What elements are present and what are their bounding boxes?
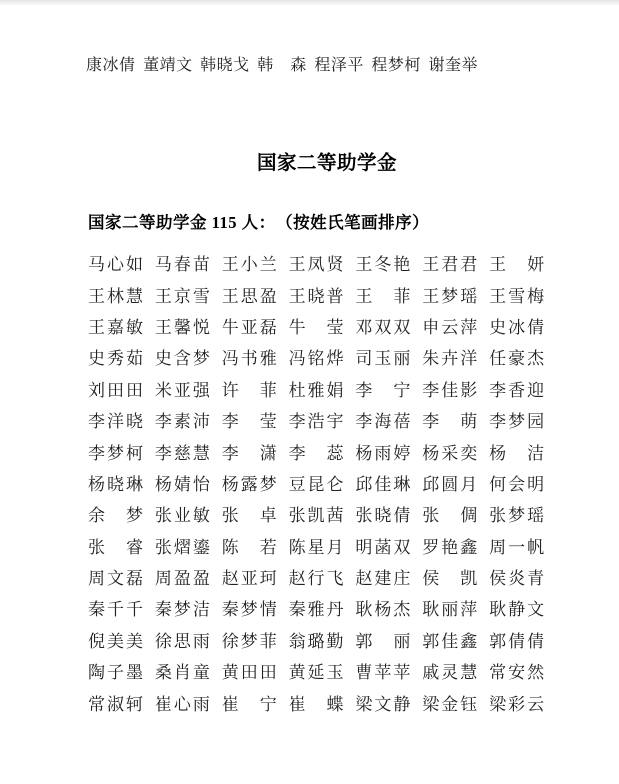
name-cell: 李梦柯 [88,443,145,463]
name-cell: 司玉丽 [355,349,413,369]
name-cell: 邱圆月 [422,474,480,494]
name-cell: 杨采奕 [422,443,480,463]
name-cell: 王凤贤 [288,255,346,275]
name-cell: 韩晓戈 [200,57,250,74]
name-cell: 桑肖童 [154,663,212,683]
name-row [88,686,556,717]
name-cell: 史秀茹 [88,349,145,369]
name-cell: 邱佳琳 [355,474,413,494]
name-cell: 耿杨杰 [355,600,413,620]
page-top-edge-shadow [0,0,619,6]
name-cell: 牛 莹 [288,317,346,337]
name-row [88,561,556,592]
name-cell: 冯铭烨 [288,349,346,369]
name-cell: 王 菲 [355,286,413,306]
name-cell: 崔 蝶 [288,694,346,714]
name-cell: 王晓普 [288,286,346,306]
name-cell: 明菡双 [355,537,413,557]
name-cell: 任豪杰 [489,349,547,369]
name-cell: 耿丽萍 [422,600,480,620]
name-cell: 崔 宁 [221,694,279,714]
name-cell: 余 梦 [88,506,145,526]
name-cell: 秦梦情 [221,600,279,620]
name-cell: 徐梦菲 [221,631,279,651]
name-cell: 陈星月 [288,537,346,557]
name-cell: 常淑轲 [88,694,145,714]
name-cell: 侯炎青 [489,569,547,589]
name-cell: 崔心雨 [154,694,212,714]
name-cell: 朱卉洋 [422,349,480,369]
name-cell: 张凯茜 [288,506,346,526]
name-cell: 张 卓 [221,506,279,526]
name-row [88,624,556,655]
name-row [88,404,556,435]
name-cell: 程泽平 [314,57,364,74]
name-cell: 豆昆仑 [288,474,346,494]
name-cell: 米亚强 [154,380,212,400]
name-cell: 王京雪 [154,286,212,306]
name-cell: 陈 若 [221,537,279,557]
name-cell: 李 蕊 [288,443,346,463]
name-cell: 李浩宇 [288,412,346,432]
name-row [88,530,556,561]
name-cell: 马春苗 [154,255,212,275]
name-cell: 程梦柯 [371,57,421,74]
name-cell: 王君君 [422,255,480,275]
name-cell: 杨 洁 [489,443,547,463]
name-cell: 曹苹苹 [355,663,413,683]
name-cell: 李慈慧 [154,443,212,463]
name-cell: 郭佳鑫 [422,631,480,651]
name-cell: 申云萍 [422,317,480,337]
names-grid [88,247,556,718]
name-cell: 郭 丽 [355,631,413,651]
name-cell: 韩 森 [257,57,307,74]
name-row [88,655,556,686]
name-cell: 王 妍 [489,255,547,275]
name-cell: 梁文静 [355,694,413,714]
name-cell: 李素沛 [154,412,212,432]
list-heading: 国家二等助学金 115 人： （按姓氏笔画排序） [88,213,430,232]
name-row [88,498,556,529]
name-cell: 黄田田 [221,663,279,683]
name-cell: 王冬艳 [355,255,413,275]
name-cell: 冯书雅 [221,349,279,369]
name-cell: 张 睿 [88,537,145,557]
name-cell: 秦雅丹 [288,600,346,620]
name-cell: 李 潇 [221,443,279,463]
name-cell: 赵建庄 [355,569,413,589]
name-cell: 刘田田 [88,380,145,400]
name-cell: 黄延玉 [288,663,346,683]
name-cell: 杨雨婷 [355,443,413,463]
name-cell: 王雪梅 [489,286,547,306]
name-cell: 侯 凯 [422,569,480,589]
name-cell: 赵亚珂 [221,569,279,589]
name-cell: 李香迎 [489,380,547,400]
name-cell: 张熠鎏 [154,537,212,557]
name-cell: 戚灵慧 [422,663,480,683]
name-cell: 郭倩倩 [489,631,547,651]
name-row [88,435,556,466]
name-cell: 李洋晓 [88,412,145,432]
name-cell: 何会明 [489,474,547,494]
name-cell: 李 萌 [422,412,480,432]
name-cell: 李 宁 [355,380,413,400]
name-cell: 秦梦洁 [154,600,212,620]
name-row [88,467,556,498]
name-cell: 杜雅娟 [288,380,346,400]
name-cell: 徐思雨 [154,631,212,651]
name-cell: 康冰倩 [86,57,136,74]
name-cell: 王梦瑶 [422,286,480,306]
name-cell: 李佳影 [422,380,480,400]
name-row [88,373,556,404]
name-cell: 张梦瑶 [489,506,547,526]
name-cell: 周一帆 [489,537,547,557]
name-cell: 邓双双 [355,317,413,337]
name-cell: 陶子墨 [88,663,145,683]
name-cell: 牛亚磊 [221,317,279,337]
name-cell: 秦千千 [88,600,145,620]
name-cell: 王思盈 [221,286,279,306]
name-cell: 王馨悦 [154,317,212,337]
name-cell: 翁璐勤 [288,631,346,651]
name-row [88,247,556,278]
name-cell: 倪美美 [88,631,145,651]
name-cell: 李海蓓 [355,412,413,432]
name-row [88,341,556,372]
name-cell: 谢奎举 [428,57,478,74]
name-cell: 董靖文 [143,57,193,74]
name-cell: 王嘉敏 [88,317,145,337]
name-cell: 张 倜 [422,506,480,526]
section-title: 国家二等助学金 [256,153,397,174]
name-row [88,278,556,309]
name-row [88,310,556,341]
name-cell: 王林慧 [88,286,145,306]
name-cell: 张业敏 [154,506,212,526]
name-cell: 赵行飞 [288,569,346,589]
name-cell: 王小兰 [221,255,279,275]
name-row [88,592,556,623]
name-cell: 许 菲 [221,380,279,400]
name-cell: 史含梦 [154,349,212,369]
name-cell: 周文磊 [88,569,145,589]
name-cell: 杨晓琳 [88,474,145,494]
previous-section-names-row [86,54,478,78]
name-cell: 耿静文 [489,600,547,620]
name-cell: 杨露梦 [221,474,279,494]
name-cell: 张晓倩 [355,506,413,526]
name-cell: 史冰倩 [489,317,547,337]
name-cell: 杨婧怡 [154,474,212,494]
name-cell: 罗艳鑫 [422,537,480,557]
name-cell: 马心如 [88,255,145,275]
name-cell: 李 莹 [221,412,279,432]
name-cell: 李梦园 [489,412,547,432]
name-cell: 常安然 [489,663,547,683]
name-cell: 周盈盈 [154,569,212,589]
name-cell: 梁金钰 [422,694,480,714]
name-cell: 梁彩云 [489,694,547,714]
